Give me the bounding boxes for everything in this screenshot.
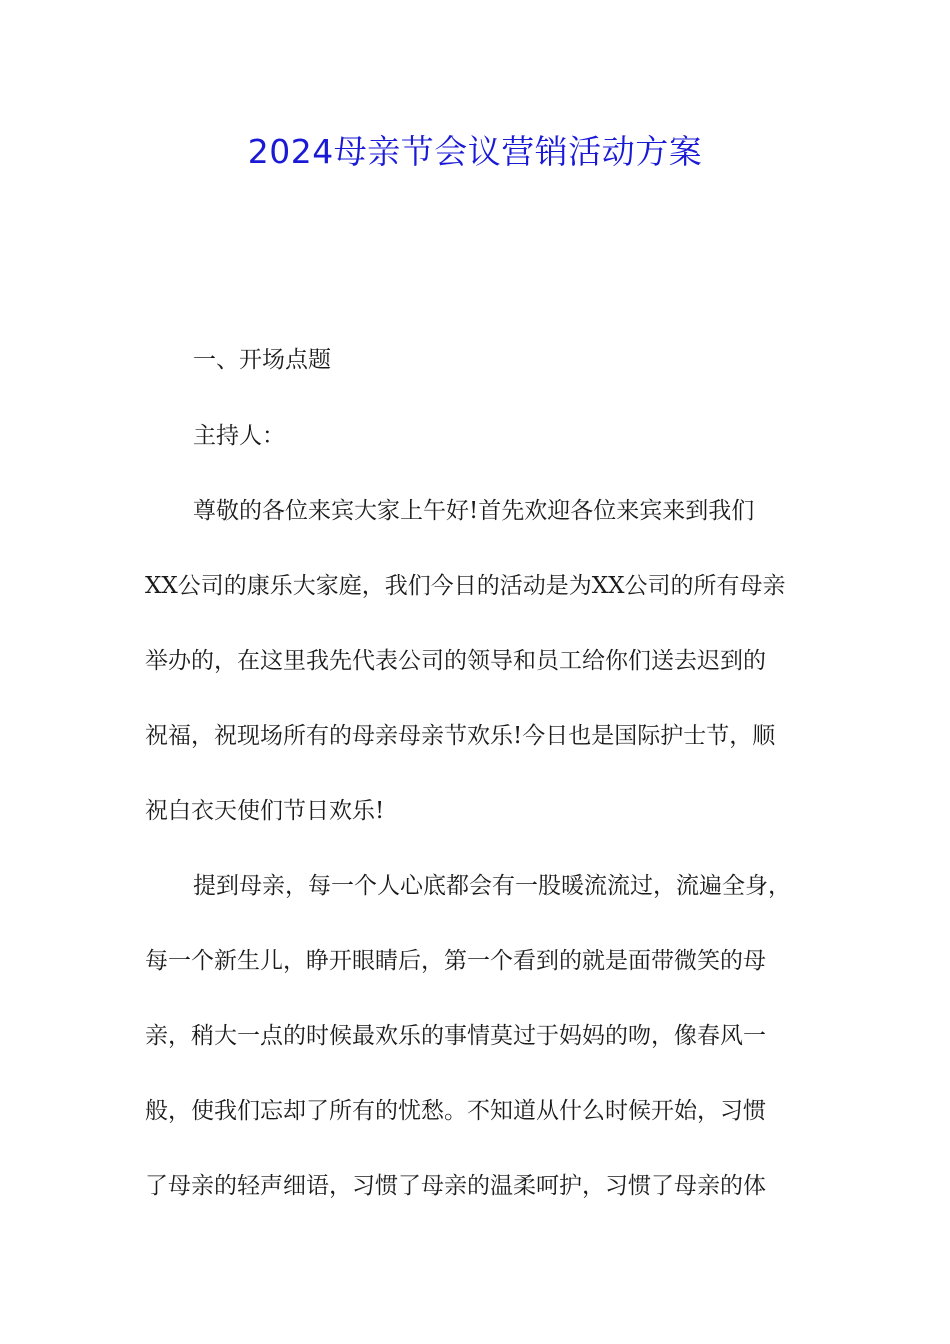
paragraph-2-line-4: 般，使我们忘却了所有的忧愁。不知道从什么时候开始，习惯 (145, 1098, 766, 1124)
paragraph-2-line-1: 提到母亲，每一个人心底都会有一股暖流流过，流遍全身， (193, 873, 791, 899)
paragraph-1-line-2: XX公司的康乐大家庭，我们今日的活动是为XX公司的所有母亲 (145, 573, 786, 599)
paragraph-2-line-5: 了母亲的轻声细语，习惯了母亲的温柔呵护，习惯了母亲的体 (145, 1173, 766, 1199)
section-heading: 一、开场点题 (193, 347, 331, 373)
document-title: 2024母亲节会议营销活动方案 (247, 132, 703, 171)
paragraph-1-line-5: 祝白衣天使们节日欢乐! (145, 798, 385, 824)
paragraph-2-line-2: 每一个新生儿，睁开眼睛后，第一个看到的就是面带微笑的母 (145, 948, 766, 974)
paragraph-1-line-4: 祝福，祝现场所有的母亲母亲节欢乐!今日也是国际护士节，顺 (145, 723, 776, 749)
paragraph-1-line-1: 尊敬的各位来宾大家上午好!首先欢迎各位来宾来到我们 (193, 498, 755, 524)
paragraph-1-line-3: 举办的，在这里我先代表公司的领导和员工给你们送去迟到的 (145, 648, 766, 674)
speaker-label: 主持人： (193, 423, 285, 449)
paragraph-2-line-3: 亲，稍大一点的时候最欢乐的事情莫过于妈妈的吻，像春风一 (145, 1023, 766, 1049)
